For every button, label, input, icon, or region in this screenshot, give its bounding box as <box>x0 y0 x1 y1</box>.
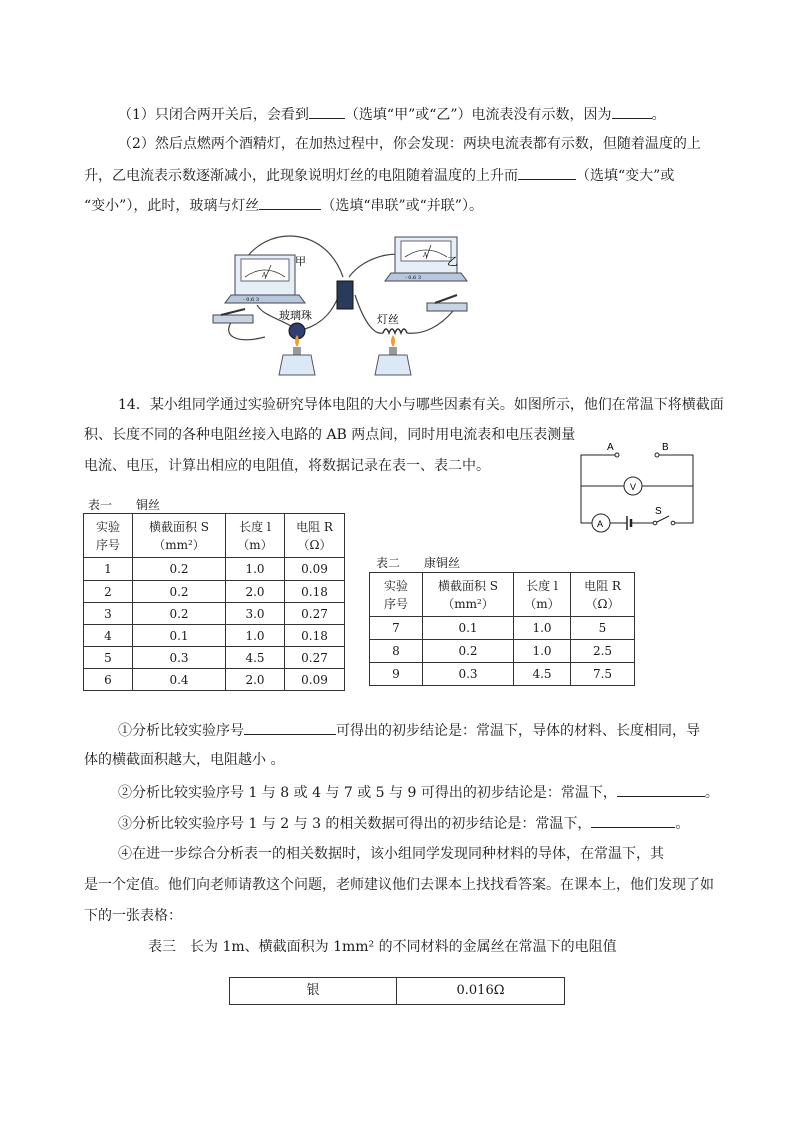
table-header: 长度 l （m） <box>514 573 571 617</box>
q13-part1: （1）只闭合两开关后，会看到 （选填“甲”或“乙”）电流表没有示数，因为 。 <box>118 104 666 125</box>
answer-blank[interactable] <box>518 165 576 180</box>
table2 <box>369 572 635 686</box>
table1 <box>83 513 345 691</box>
switch-right <box>427 295 467 311</box>
answer-blank[interactable] <box>612 104 652 119</box>
table1-caption: 表一 铜丝 <box>88 498 161 512</box>
svg-text:- 0.6 3: - 0.6 3 <box>405 275 422 281</box>
svg-text:A: A <box>423 252 428 259</box>
q13-part2-line3: “变小”），此时，玻璃与灯丝 （选填“串联”或“并联”）。 <box>84 195 483 216</box>
table-header: 横截面积 S （mm²） <box>423 573 514 617</box>
table2-caption: 表二 康铜丝 <box>376 556 461 570</box>
table3-caption: 表三 长为 1m、横截面积为 1mm² 的不同材料的金属丝在常温下的电阻值 <box>148 939 617 955</box>
answer-blank[interactable] <box>244 720 336 735</box>
terminal-a <box>615 453 619 457</box>
answer-blank[interactable] <box>591 813 675 828</box>
apparatus-figure <box>205 225 475 385</box>
ammeter-jia <box>225 255 305 303</box>
svg-text:V: V <box>630 482 637 492</box>
answer-blank[interactable] <box>309 104 345 119</box>
table-header: 电阻 R （Ω） <box>285 514 345 558</box>
table-row: 8 0.2 1.0 2.5 <box>370 640 635 663</box>
table-row: 6 0.4 2.0 0.09 <box>84 669 345 691</box>
analysis-3: ③分析比较实验序号 1 与 2 与 3 的相关数据可得出的初步结论是：常温下， 。 <box>118 813 689 834</box>
analysis-4-line1: ④在进一步综合分析表一的相关数据时，该小组同学发现同种材料的导体，在常温下，其 <box>118 846 664 862</box>
table-row: 7 0.1 1.0 5 <box>370 617 635 640</box>
svg-text:B: B <box>662 442 669 453</box>
circuit-diagram <box>575 438 705 538</box>
table-row: 1 0.2 1.0 0.09 <box>84 558 345 581</box>
table-row: 4 0.1 1.0 0.18 <box>84 625 345 647</box>
svg-text:A: A <box>607 442 614 453</box>
table-header: 横截面积 S （mm²） <box>133 514 226 558</box>
alcohol-lamp-right <box>375 335 411 375</box>
table-header: 长度 l （m） <box>226 514 285 558</box>
filament-coil <box>383 329 407 333</box>
table-row: 3 0.2 3.0 0.27 <box>84 603 345 625</box>
q14-line1: 14．某小组同学通过实验研究导体电阻的大小与哪些因素有关。如图所示，他们在常温下将横截面 <box>118 397 724 413</box>
table-row: 银 0.016Ω <box>230 978 565 1005</box>
table-header: 电阻 R （Ω） <box>571 573 635 617</box>
table-row: 2 0.2 2.0 0.18 <box>84 581 345 603</box>
label-yi: 乙 <box>447 256 458 268</box>
analysis-1-line1: ①分析比较实验序号 可得出的初步结论是：常温下，导体的材料、长度相同，导 <box>118 720 700 741</box>
q14-line2: 积、长度不同的各种电阻丝接入电路的 AB 两点间，同时用电流表和电压表测量 <box>84 427 576 443</box>
analysis-1-line2: 体的横截面积越大，电阻越小 。 <box>84 752 285 768</box>
alcohol-lamp-left <box>279 335 315 375</box>
meter-letter: A <box>262 272 267 279</box>
svg-text:A: A <box>597 519 604 529</box>
terminal-b <box>655 453 659 457</box>
label-filament: 灯丝 <box>377 314 399 326</box>
q13-part2-line2: 升，乙电流表示数逐渐减小，此现象说明灯丝的电阻随着温度的上升而 （选填“变大”或 <box>84 165 674 186</box>
label-jia: 甲 <box>295 256 306 268</box>
svg-text:- 0.6 3: - 0.6 3 <box>243 297 260 303</box>
table-row: 5 0.3 4.5 0.27 <box>84 647 345 669</box>
answer-blank[interactable] <box>259 195 321 210</box>
analysis-2: ②分析比较实验序号 1 与 8 或 4 与 7 或 5 与 9 可得出的初步结论是：常温下， 。 <box>118 782 719 803</box>
answer-blank[interactable] <box>617 782 705 797</box>
q14-line3: 电流、电压，计算出相应的电阻值，将数据记录在表一、表二中。 <box>84 458 490 474</box>
switch-left <box>213 309 253 323</box>
analysis-4-line2: 是一个定值。他们向老师请教这个问题，老师建议他们去课本上找找看答案。在课本上，他们发现了如 <box>84 877 714 893</box>
table-row: 9 0.3 4.5 7.5 <box>370 663 635 686</box>
table-header: 实验 序号 <box>84 514 133 558</box>
svg-text:S: S <box>655 506 662 517</box>
battery <box>337 281 353 309</box>
q13-part2-line1: （2）然后点燃两个酒精灯，在加热过程中，你会发现：两块电流表都有示数，但随着温度的上 <box>118 136 701 152</box>
analysis-4-line3: 下的一张表格： <box>84 908 182 924</box>
table3 <box>229 977 565 1005</box>
table-header: 实验 序号 <box>370 573 423 617</box>
label-glass-bead: 玻璃珠 <box>279 310 312 322</box>
